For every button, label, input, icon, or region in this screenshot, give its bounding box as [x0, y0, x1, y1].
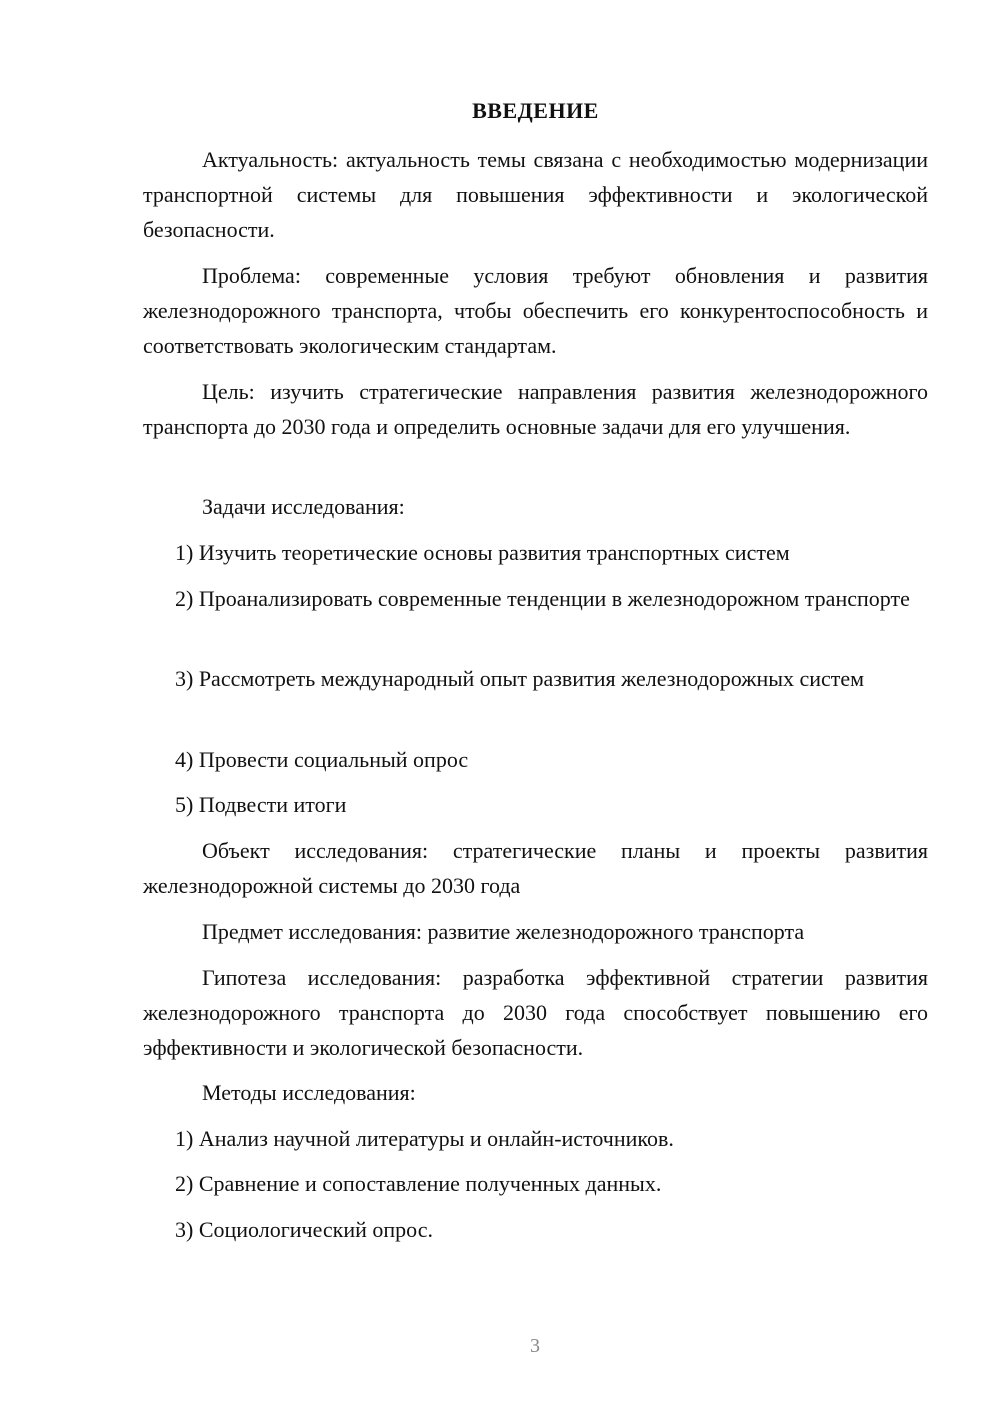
- task-item-2: 2) Проанализировать современные тенденции в железнодорожном транспорте: [175, 586, 910, 611]
- methods-heading: Методы исследования:: [202, 1080, 416, 1105]
- paragraph-hypothesis: Гипотеза исследования: разработка эффективной стратегии развития железнодорожного транспорта до 2030 года способствует повышению его эффективности и экологической безопасности.: [143, 965, 928, 1060]
- paragraph-relevance: Актуальность: актуальность темы связана с необходимостью модернизации транспортной системы для повышения эффективности и экологической безопасности.: [143, 147, 928, 242]
- method-item-1: 1) Анализ научной литературы и онлайн-источников.: [175, 1126, 674, 1151]
- method-item-3: 3) Социологический опрос.: [175, 1217, 433, 1242]
- paragraph-object: Объект исследования: стратегические планы и проекты развития железнодорожной системы до 2030 года: [143, 838, 928, 898]
- task-item-3: 3) Рассмотреть международный опыт развития железнодорожных систем: [175, 666, 865, 691]
- task-item-5: 5) Подвести итоги: [175, 792, 347, 817]
- tasks-heading: Задачи исследования:: [202, 494, 405, 519]
- paragraph-problem: Проблема: современные условия требуют обновления и развития железнодорожного транспорта, чтобы обеспечить его конкурентоспособность и соответствовать экологическим стандартам.: [143, 263, 928, 358]
- page-number: 3: [530, 1335, 540, 1357]
- method-item-2: 2) Сравнение и сопоставление полученных данных.: [175, 1171, 662, 1196]
- paragraph-goal: Цель: изучить стратегические направления развития железнодорожного транспорта до 2030 года и определить основные задачи для его улучшения.: [143, 379, 928, 439]
- task-item-4: 4) Провести социальный опрос: [175, 747, 469, 772]
- task-item-1: 1) Изучить теоретические основы развития транспортных систем: [175, 540, 790, 565]
- section-title: ВВЕДЕНИЕ: [472, 98, 599, 123]
- paragraph-subject: Предмет исследования: развитие железнодорожного транспорта: [202, 919, 805, 944]
